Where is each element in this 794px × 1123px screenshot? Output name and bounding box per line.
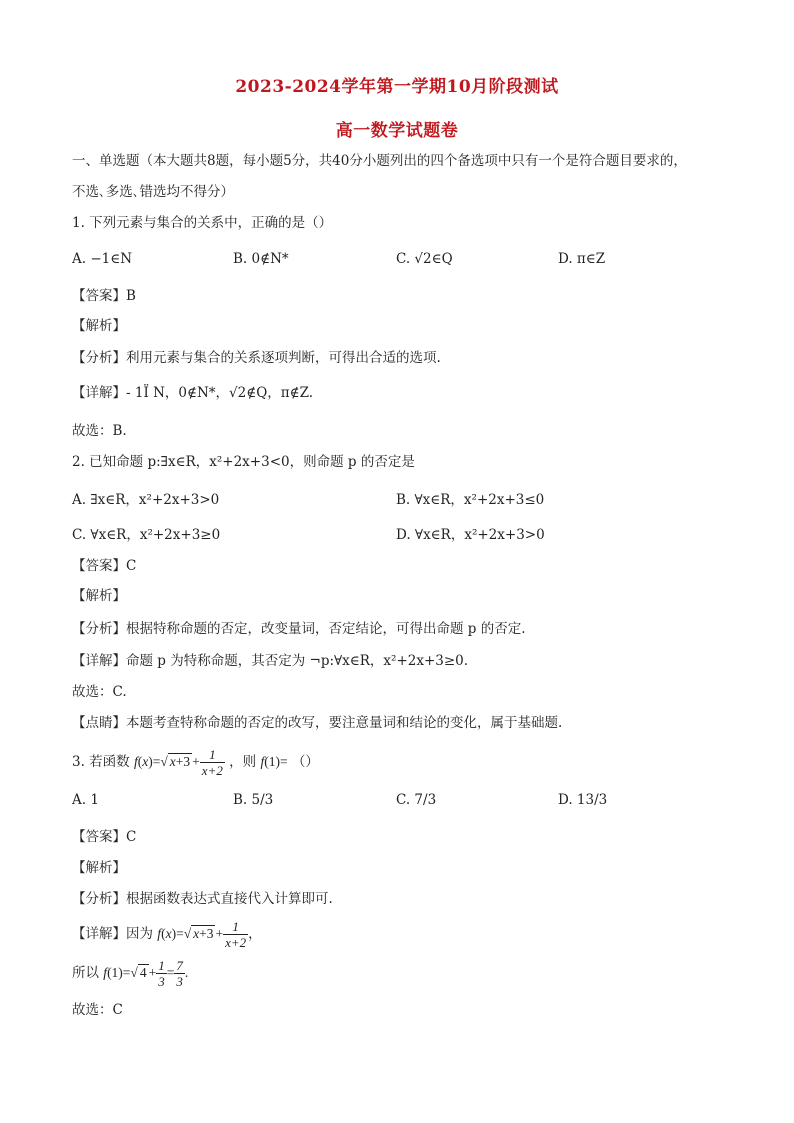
q3-fenxi: 【分析】根据函数表达式直接代入计算即可. bbox=[72, 891, 333, 907]
q3-answer: 【答案】C bbox=[72, 829, 137, 845]
q3-function-formula: f(x)=√ x+3 + $\frac{1}{x+2}$ bbox=[133, 747, 223, 779]
q3-xiangjie-formula: f(x)=√ x+3 + $\frac{1}{x+2}$ ， bbox=[157, 919, 262, 951]
q1-stem: 1. 下列元素与集合的关系中，正确的是（） bbox=[72, 215, 333, 231]
q2-answer: 【答案】C bbox=[72, 558, 137, 574]
q3-option-b: B. 5/3 bbox=[233, 792, 274, 808]
q1-option-d: D. π∈Z bbox=[558, 251, 606, 267]
q3-xiangjie-prefix: 【详解】因为 bbox=[72, 926, 153, 942]
q3-f1-formula: f(1)= bbox=[260, 754, 288, 769]
q3-stem bbox=[72, 744, 732, 780]
q3-jiexi: 【解析】 bbox=[72, 860, 126, 876]
q3-stem-prefix: 3. 若函数 bbox=[72, 754, 130, 770]
q1-answer: 【答案】B bbox=[72, 288, 136, 304]
q2-xiangjie: 【详解】命题 p 为特称命题，其否定为 ¬p:∀x∈R，x²+2x+3≥0. bbox=[72, 653, 469, 669]
section-header-line2: 不选､多选､错选均不得分） bbox=[72, 184, 234, 200]
q1-jiexi: 【解析】 bbox=[72, 318, 126, 334]
q3-xiangjie bbox=[72, 916, 732, 952]
q2-stem: 2. 已知命题 p:∃x∈R，x²+2x+3<0，则命题 p 的否定是 bbox=[72, 454, 415, 470]
q1-fenxi: 【分析】利用元素与集合的关系逐项判断，可得出合适的选项. bbox=[72, 350, 441, 366]
q2-jiexi: 【解析】 bbox=[72, 588, 126, 604]
q2-option-d: D. ∀x∈R，x²+2x+3>0 bbox=[396, 527, 545, 543]
page-subtitle: 高一数学试题卷 bbox=[335, 121, 459, 141]
q3-stem-suffix: ，则 bbox=[229, 754, 257, 770]
q3-option-c: C. 7/3 bbox=[396, 792, 437, 808]
q3-suoyi-label: 所以 bbox=[72, 965, 99, 981]
q3-suoyi bbox=[72, 955, 732, 991]
q2-fenxi: 【分析】根据特称命题的否定，改变量词，否定结论，可得出命题 p 的否定. bbox=[72, 621, 526, 637]
section-header-line1: 一、单选题（本大题共8题，每小题5分，共40分小题列出的四个备选项中只有一个是符合题目要求的， bbox=[72, 153, 687, 169]
q1-xiangjie: 【详解】- 1Ï N，0∉N*，√2∉Q，π∉Z. bbox=[72, 385, 314, 401]
q2-dianjing: 【点睛】本题考查特称命题的否定的改写，要注意量词和结论的变化，属于基础题. bbox=[72, 715, 563, 731]
q3-guxuan: 故选：C bbox=[72, 1002, 123, 1018]
q2-option-a: A. ∃x∈R，x²+2x+3>0 bbox=[72, 492, 220, 508]
q2-guxuan: 故选：C. bbox=[72, 684, 127, 700]
q3-option-a: A. 1 bbox=[72, 792, 99, 808]
q3-option-d: D. 13/3 bbox=[558, 792, 608, 808]
page-title: 2023-2024学年第一学期10月阶段测试 bbox=[235, 77, 559, 97]
q1-option-b: B. 0∉N* bbox=[233, 251, 289, 267]
q1-option-a: A. −1∈N bbox=[72, 251, 133, 267]
q3-suoyi-formula: f(1)=√ 4 + $\frac{1}{3}$ = $\frac{7}{3}$ . bbox=[103, 958, 189, 990]
q2-option-b: B. ∀x∈R，x²+2x+3≤0 bbox=[396, 492, 545, 508]
q2-option-c: C. ∀x∈R，x²+2x+3≥0 bbox=[72, 527, 221, 543]
q1-guxuan: 故选：B. bbox=[72, 423, 127, 439]
q3-stem-end: （） bbox=[291, 754, 319, 770]
q1-option-c: C. √2∈Q bbox=[396, 251, 453, 267]
